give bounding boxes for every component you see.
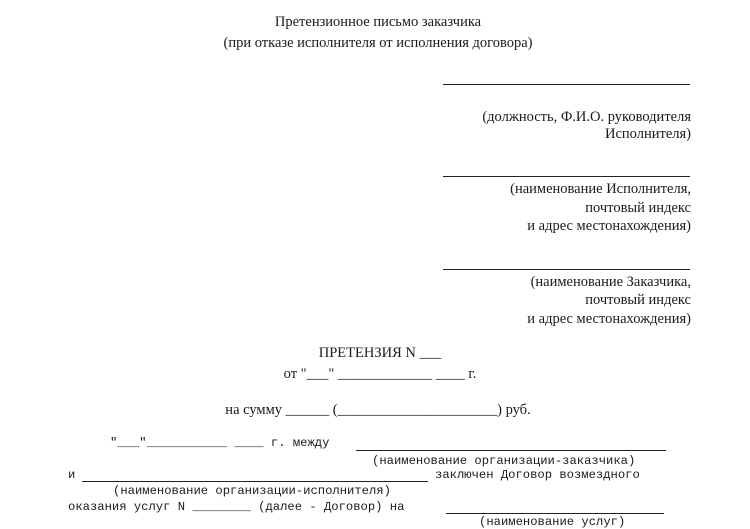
executive-caption-line2: Исполнителя) xyxy=(605,126,691,142)
customer-blank-line xyxy=(443,269,690,270)
claim-date: от "___" _____________ ____ г. xyxy=(283,366,477,382)
customer-org-caption: (наименование организации-заказчика) xyxy=(372,454,636,468)
contractor-caption-line2: почтовый индекс xyxy=(585,200,691,216)
document-subtitle: (при отказе исполнителя от исполнения договора) xyxy=(223,35,533,51)
services-caption: (наименование услуг) xyxy=(479,515,626,529)
services-contract-text: оказания услуг N ________ (далее - Договор) на xyxy=(68,500,405,514)
customer-caption-line3: и адрес местонахождения) xyxy=(527,311,691,327)
customer-org-blank-line xyxy=(356,450,666,451)
customer-caption-line2: почтовый индекс xyxy=(585,292,691,308)
document-title: Претензионное письмо заказчика xyxy=(274,14,482,30)
contractor-caption-line1: (наименование Исполнителя, xyxy=(510,181,691,197)
contractor-org-blank-line xyxy=(82,481,428,482)
contract-concluded-text: заключен Договор возмездного xyxy=(435,468,640,482)
claim-amount: на сумму ______ (______________________) руб. xyxy=(225,402,531,418)
executive-blank-line xyxy=(443,84,690,85)
services-blank-line xyxy=(446,513,664,514)
contract-date: "___"___________ ____ г. между xyxy=(110,436,330,450)
contractor-org-caption: (наименование организации-исполнителя) xyxy=(113,484,391,498)
contractor-blank-line xyxy=(443,176,690,177)
claim-heading: ПРЕТЕНЗИЯ N ___ xyxy=(318,345,442,361)
conjunction-and: и xyxy=(68,468,76,482)
contractor-caption-line3: и адрес местонахождения) xyxy=(527,218,691,234)
executive-caption-line1: (должность, Ф.И.О. руководителя xyxy=(482,109,691,125)
customer-caption-line1: (наименование Заказчика, xyxy=(530,274,691,290)
